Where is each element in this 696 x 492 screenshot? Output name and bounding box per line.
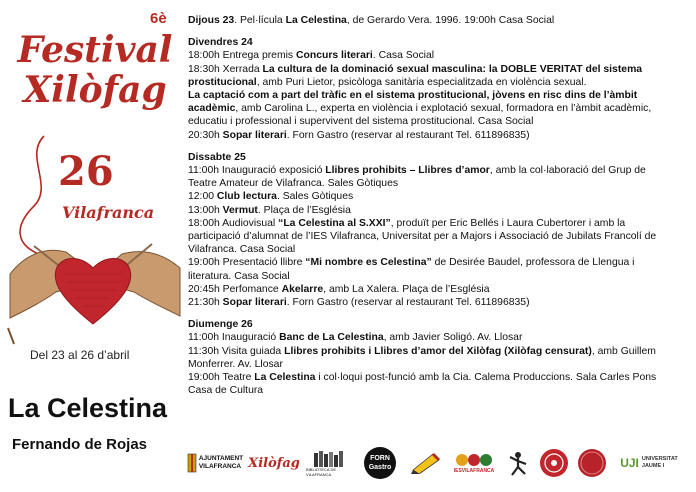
day-saturday xyxy=(188,151,676,309)
event-text: 18:00h Audiovisual xyxy=(188,217,279,229)
event-title: Sopar literari xyxy=(222,129,287,141)
day-sunday xyxy=(188,318,676,397)
forn-line2: Gastro xyxy=(368,464,392,471)
ajuntament-line2: VILAFRANCA xyxy=(198,463,242,470)
event-text: 12:00 xyxy=(188,191,217,203)
event-line xyxy=(188,371,676,397)
pencil-logo xyxy=(408,446,444,480)
event-line xyxy=(188,164,676,190)
forn-line1: FORN xyxy=(370,455,390,462)
event-title: Sopar literari xyxy=(222,297,287,309)
event-text: 18:00h Entrega premis xyxy=(188,50,297,62)
event-line xyxy=(188,331,676,344)
event-title: La Celestina xyxy=(285,15,347,26)
day-heading: Diumenge 26 xyxy=(188,319,253,331)
event-text: . Plaça de l’Església xyxy=(257,204,351,216)
event-title: La cultura de la dominació sexual masculina: la DOBLE VERITAT del sistema prostitucional xyxy=(188,63,643,88)
day-heading: Divendres 24 xyxy=(188,37,253,49)
poster-panel xyxy=(0,0,182,492)
forn-gastro-logo xyxy=(362,446,398,480)
event-text: , amb la col·laboració del Grup de Teatre Amateur de Vilafranca. Sales Gòtiques xyxy=(188,165,646,190)
event-title: Club lectura xyxy=(216,191,277,203)
ies-emblem-icon xyxy=(454,452,494,468)
festival-title-line2: Xilòfag xyxy=(23,69,167,111)
uji-logo xyxy=(614,446,684,480)
ies-label: IESVILAFRANCA xyxy=(453,468,495,474)
day-friday xyxy=(188,36,676,142)
event-text: , amb La Xalera. Plaça de l’Església xyxy=(323,283,490,295)
uji-mark: UJI xyxy=(620,456,639,470)
event-text: 11:00h Inauguració exposició xyxy=(188,165,326,177)
event-text: , de Gerardo Vera. 1996. 19:00h Casa Social xyxy=(346,15,555,26)
biblioteca-logo xyxy=(306,446,354,480)
event-text: , amb Carolina L., experta en violència i explotació sexual, formadora en l’àmbit acadèmic, educatiu i professional i supervivent del sistema prostitucional. Casa Social xyxy=(188,103,652,128)
event-text: 19:00h Teatre xyxy=(188,372,255,384)
ies-vilafranca-logo xyxy=(452,446,496,480)
event-line xyxy=(188,345,676,371)
badge-icon xyxy=(539,448,569,478)
event-text: , amb Javier Soligó. Av. Llosar xyxy=(383,332,523,344)
event-text: 20:30h xyxy=(188,129,223,141)
event-line xyxy=(188,49,676,62)
event-title: “La Celestina al S.XXI” xyxy=(278,217,391,229)
uji-line1: UNIVERSITAT xyxy=(641,456,678,462)
event-title: Banc de La Celestina xyxy=(279,332,384,344)
event-text: 20:45h Perfomance xyxy=(188,283,282,295)
ajuntament-line1: AJUNTAMENT xyxy=(198,455,244,462)
ajuntament-logo xyxy=(186,446,244,480)
day-thursday xyxy=(188,14,676,27)
event-title: Concurs literari xyxy=(296,50,373,62)
event-text: , produït per Eric Bellés i Laura Cubertorer i amb la participació d’alumnat de l’IES Vilafranca, Universitat per a Majors i Associació de Jubilats Francolí de Vilafranca. Casa Social xyxy=(188,217,657,256)
sponsor-logos xyxy=(186,446,686,486)
event-title: Llibres prohibits – Llibres d’amor xyxy=(325,165,490,177)
event-text: . Pel·lícula xyxy=(234,15,286,26)
event-line xyxy=(188,296,676,309)
event-line xyxy=(188,256,676,282)
festival-title xyxy=(10,30,180,110)
event-text: de Desirée Baudel, professora de Llengua i literatura. Casa Social xyxy=(188,257,635,282)
event-title: “Mi nombre es Celestina” xyxy=(305,257,432,269)
event-text: 21:30h xyxy=(188,297,223,309)
event-text: 11:00h Inauguració xyxy=(188,332,280,344)
thursday-line xyxy=(188,14,676,27)
event-title: Llibres prohibits i Llibres d’amor del Xilòfag (Xilòfag censurat) xyxy=(284,345,592,357)
event-text: i col·loqui post-funció amb la Cia. Calema Produccions. Sala Carles Pons Casa de Cultura xyxy=(188,372,657,397)
event-title: La captació com a part del tràfic en el sistema prostitucional, jòvens en risc dins de l’àmbit acadèmic xyxy=(188,90,638,115)
event-text: , amb Puri Lietor, psicòloga sanitària especialitzada en violència sexual. xyxy=(256,76,587,88)
coat-of-arms-icon xyxy=(187,452,197,474)
biblioteca-label: BIBLIOTECA DE VILAFRANCA xyxy=(306,467,337,477)
event-line xyxy=(188,204,676,217)
day-heading: Dissabte 25 xyxy=(188,151,246,163)
uji-line2: JAUME I xyxy=(641,463,665,469)
event-line xyxy=(188,217,676,257)
event-text: . Casa Social xyxy=(372,50,435,62)
dancer-icon xyxy=(506,450,530,476)
book-author: Fernando de Rojas xyxy=(12,436,148,453)
festival-dates: Del 23 al 26 d’abril xyxy=(30,348,130,362)
edition-label: 6è xyxy=(150,10,167,27)
book-title: La Celestina xyxy=(8,393,168,423)
event-line xyxy=(188,63,676,89)
festival-number: 26 xyxy=(58,148,114,195)
event-title: La Celestina xyxy=(254,372,316,384)
event-title: Akelarre xyxy=(281,283,324,295)
event-line xyxy=(188,283,676,296)
circular-badge-logo xyxy=(538,446,570,480)
event-text: , amb Guillem Monferrer. Av. Llosar xyxy=(188,345,656,370)
circle-emblem-icon xyxy=(577,448,607,478)
event-text: . Forn Gastro (reservar al restaurant Tel. 611896835) xyxy=(286,297,530,309)
event-text: 18:30h Xerrada xyxy=(188,63,263,75)
day-heading: Dijous 23 xyxy=(188,15,235,26)
event-line xyxy=(188,129,676,142)
event-line xyxy=(188,190,676,203)
event-title: Vermut xyxy=(222,204,258,216)
event-text: 19:00h Presentació llibre xyxy=(188,257,306,269)
pencil-icon xyxy=(411,452,441,474)
dancer-logo xyxy=(504,446,532,480)
red-circle-logo xyxy=(576,446,608,480)
festival-title-line1: Festival xyxy=(17,29,173,71)
event-text: . Sales Gòtiques xyxy=(276,191,354,203)
books-icon xyxy=(312,449,348,467)
event-text: . Forn Gastro (reservar al restaurant Tel. 611896835) xyxy=(286,129,530,141)
heart-icon xyxy=(55,258,130,324)
program-schedule xyxy=(188,14,676,406)
festival-town: Vilafranca xyxy=(62,203,155,222)
xilofag-logo: Xilòfag xyxy=(248,455,300,471)
event-line xyxy=(188,89,676,129)
event-text: 11:30h Visita guiada xyxy=(188,345,285,357)
event-text: 13:00h xyxy=(188,204,223,216)
